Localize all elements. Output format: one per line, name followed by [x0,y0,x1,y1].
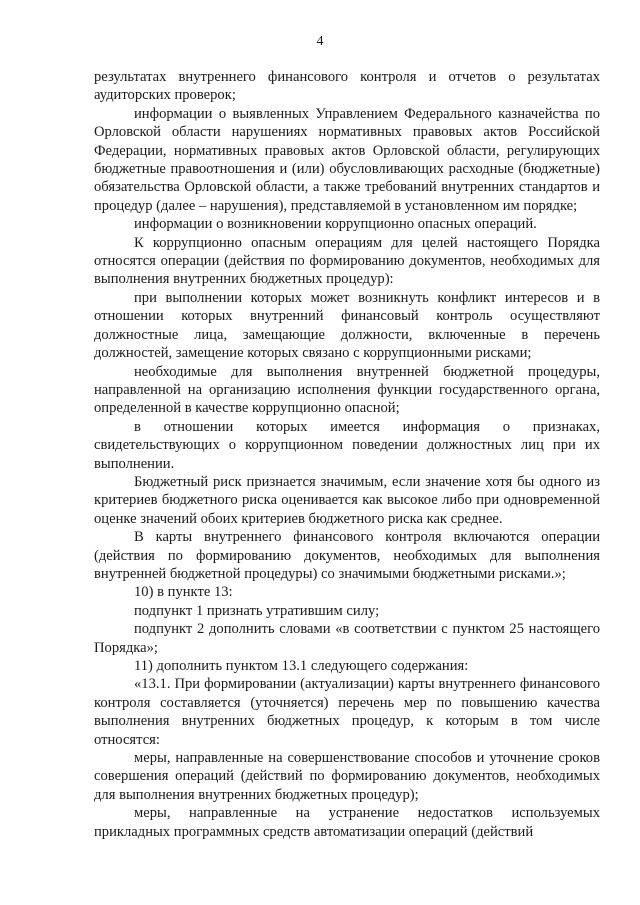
paragraph: информации о возникновении коррупционно опасных операций. [134,216,537,233]
paragraph: при выполнении которых может возникнуть конфликт интересов и в отношении которых внутренний финансовый контроль осуществляют должностные лица, замещающие должности, включенные в перечень должностей, замещение которых связано с коррупционными рисками; [94,289,600,362]
paragraph: подпункт 1 признать утратившим силу; [134,602,380,619]
paragraph: результатах внутреннего финансового контроля и отчетов о результатах аудиторских проверок; [94,69,600,104]
paragraph: Бюджетный риск признается значимым, если значение хотя бы одного из критериев бюджетного риска оценивается как высокое либо при одновременной оценке значений обоих критериев бюджетного риска как среднее. [94,473,600,527]
paragraph: 10) в пункте 13: [134,584,233,601]
paragraph: К коррупционно опасным операциям для целей настоящего Порядка относятся операции (действия по формированию документов, необходимых для выполнения внутренних бюджетных процедур): [94,234,600,288]
paragraph: меры, направленные на устранение недостатков используемых прикладных программных средств автоматизации операций (действий [94,805,600,840]
paragraph: в отношении которых имеется информация о признаках, свидетельствующих о коррупционном поведении должностных лиц при их выполнении. [94,418,600,472]
paragraph: необходимые для выполнения внутренней бюджетной процедуры, направленной на организацию исполнения функции государственного органа, определенной в качестве коррупционно опасной; [94,363,600,417]
paragraph: В карты внутреннего финансового контроля включаются операции (действия по формированию документов, необходимых для выполнения внутренней бюджетной процедуры) со значимыми бюджетными рисками.»; [94,529,600,582]
paragraph: 11) дополнить пунктом 13.1 следующего содержания: [134,658,469,674]
page-number: 4 [316,34,324,49]
paragraph: подпункт 2 дополнить словами «в соответствии с пунктом 25 настоящего Порядка»; [94,621,600,656]
paragraph: «13.1. При формировании (актуализации) карты внутреннего финансового контроля составляется (уточняется) перечень мер по повышению качества выполнения внутренних бюджетных процедур, к которым в том числе относятся: [94,676,600,748]
paragraph: меры, направленные на совершенствование способов и уточнение сроков совершения операций (действий по формированию документов, необходимых для выполнения внутренних бюджетных процедур); [94,750,600,803]
document-body [94,68,600,841]
paragraph: информации о выявленных Управлением Федерального казначейства по Орловской области нарушениях нормативных правовых актов Российской Федерации, нормативных правовых актов Орловской области, регулирующих бюджетные правоотношения и (или) обусловливающих расходные (бюджетные) обязательства Орловской области, а также требований внутренних стандартов и процедур (далее – нарушения), представляемой в установленном им порядке; [94,105,600,214]
